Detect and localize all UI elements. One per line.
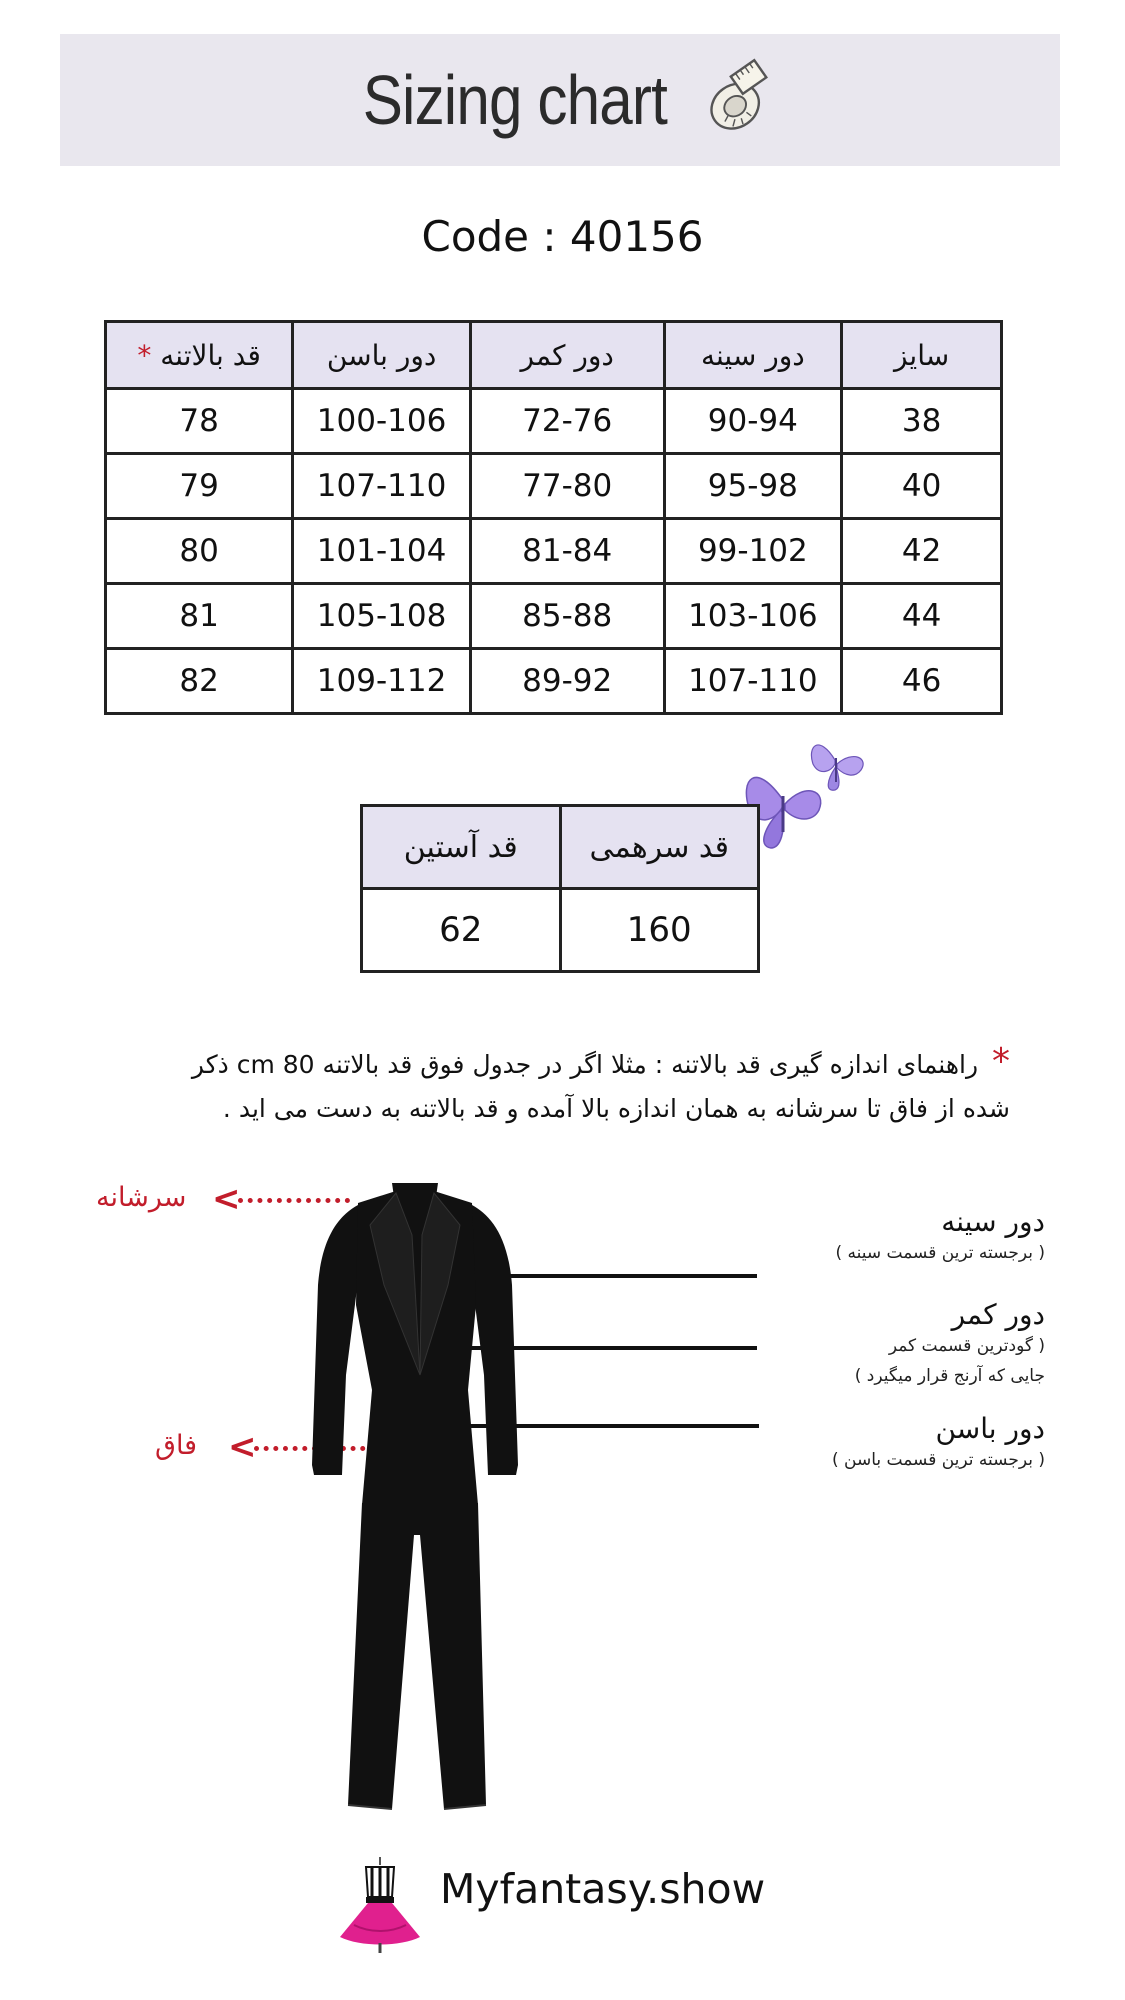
cell-size: 40: [842, 454, 1002, 519]
cell-chest: 90-94: [664, 389, 842, 454]
cell-size: 46: [842, 649, 1002, 714]
header-torso-length: [106, 322, 293, 389]
table-row: [362, 889, 759, 972]
cell-sleeve-length: 62: [362, 889, 561, 972]
note-text-1: راهنمای اندازه گیری قد بالاتنه : مثلا اگر در جدول فوق قد بالاتنه 80 cm ذکر: [191, 1050, 979, 1079]
waist-note-1: ( گودترین قسمت کمر: [888, 1336, 1045, 1356]
cell-size: 38: [842, 389, 1002, 454]
cell-hip: 107-110: [293, 454, 471, 519]
cell-hip: 105-108: [293, 584, 471, 649]
chest-measure-label: [835, 1205, 1045, 1268]
asterisk-marker: *: [992, 1041, 1010, 1082]
product-code: Code : 40156: [421, 212, 704, 261]
measuring-tape-icon: [696, 57, 782, 143]
asterisk-marker: *: [137, 338, 152, 372]
waist-measure-label: [855, 1298, 1045, 1391]
cell-waist: 81-84: [470, 519, 664, 584]
hip-title: دور باسن: [935, 1412, 1045, 1445]
arrow-left-icon: <: [212, 1179, 241, 1219]
header-torso-length-label: قد بالاتنه: [160, 338, 261, 372]
header-waist: دور کمر: [470, 322, 664, 389]
brand-name: Myfantasy.show: [440, 1865, 766, 1913]
chest-title: دور سینه: [941, 1205, 1045, 1238]
cell-chest: 99-102: [664, 519, 842, 584]
butterfly-small: [811, 745, 863, 790]
header-sleeve-length: قد آستین: [362, 806, 561, 889]
waist-note-2: جایی که آرنج قرار میگیرد ): [854, 1366, 1045, 1386]
header-jumpsuit-length: قد سرهمی: [560, 806, 759, 889]
header-chest: دور سینه: [664, 322, 842, 389]
cell-hip: 109-112: [293, 649, 471, 714]
chest-guide-line: [455, 1274, 757, 1278]
table-row: [106, 649, 1002, 714]
cell-chest: 95-98: [664, 454, 842, 519]
table-row: [106, 454, 1002, 519]
shoulder-label: سرشانه: [96, 1182, 187, 1213]
cell-waist: 77-80: [470, 454, 664, 519]
note-line-1: [95, 1040, 1010, 1087]
cell-torso-length: 79: [106, 454, 293, 519]
header-size: سایز: [842, 322, 1002, 389]
cell-waist: 85-88: [470, 584, 664, 649]
cell-torso-length: 78: [106, 389, 293, 454]
jumpsuit-figure: [300, 1175, 530, 1825]
table-header-row: [362, 806, 759, 889]
cell-size: 44: [842, 584, 1002, 649]
brand-footer: [330, 1855, 780, 1955]
cell-chest: 103-106: [664, 584, 842, 649]
cell-torso-length: 82: [106, 649, 293, 714]
note-line-2: شده از فاق تا سرشانه به همان اندازه بالا آمده و قد بالاتنه به دست می اید .: [222, 1094, 1010, 1123]
cell-waist: 72-76: [470, 389, 664, 454]
waist-title: دور کمر: [951, 1298, 1045, 1331]
cell-hip: 100-106: [293, 389, 471, 454]
hip-guide-line: [455, 1424, 759, 1428]
cell-jumpsuit-length: 160: [560, 889, 759, 972]
length-table: [360, 804, 760, 973]
header-hip: دور باسن: [293, 322, 471, 389]
chest-note: ( برجسته ترین قسمت سینه ): [835, 1243, 1045, 1263]
table-row: [106, 584, 1002, 649]
page-title: Sizing chart: [362, 61, 668, 139]
hip-measure-label: [832, 1412, 1045, 1475]
cell-size: 42: [842, 519, 1002, 584]
waist-guide-line: [455, 1346, 757, 1350]
crotch-label: فاق: [155, 1430, 198, 1461]
table-row: [106, 519, 1002, 584]
header-banner: [60, 34, 1060, 166]
table-row: [106, 389, 1002, 454]
hip-note: ( برجسته ترین قسمت باسن ): [831, 1450, 1045, 1470]
measurement-note: [95, 1040, 1010, 1131]
table-header-row: [106, 322, 1002, 389]
dress-mannequin-icon: [330, 1855, 430, 1955]
cell-hip: 101-104: [293, 519, 471, 584]
cell-chest: 107-110: [664, 649, 842, 714]
size-table: [104, 320, 1003, 715]
cell-torso-length: 80: [106, 519, 293, 584]
cell-torso-length: 81: [106, 584, 293, 649]
arrow-left-icon: <: [228, 1427, 257, 1467]
cell-waist: 89-92: [470, 649, 664, 714]
